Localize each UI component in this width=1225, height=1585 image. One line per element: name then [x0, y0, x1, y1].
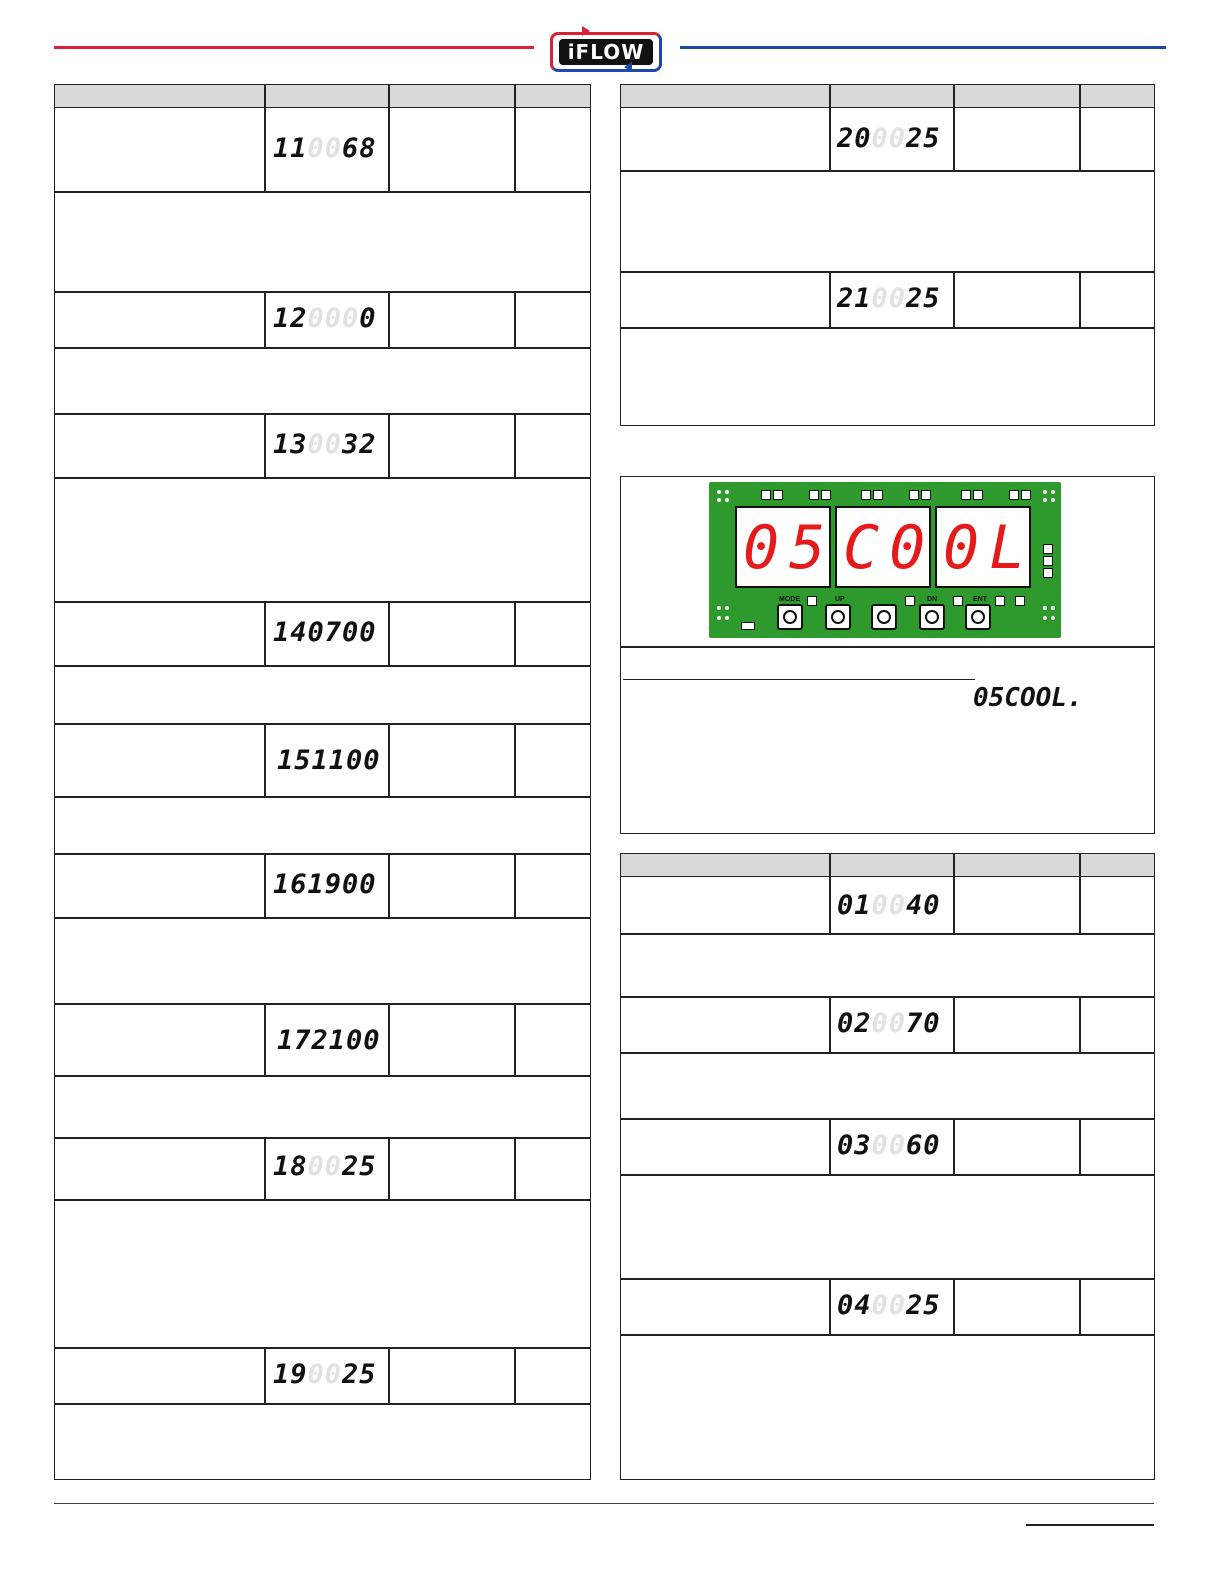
lcd-readout: 010040	[837, 890, 941, 921]
dn-button	[919, 604, 945, 630]
lcd-readout: 130032	[273, 429, 377, 460]
mode-button	[777, 604, 803, 630]
logo-text: iFLOW	[559, 39, 653, 65]
right-parameter-table-bottom	[620, 853, 1155, 1480]
lcd-readout: 140700	[273, 617, 377, 648]
lcd-readout: 120000	[273, 303, 377, 334]
board-button	[871, 604, 897, 630]
seven-segment-display-1: 05	[735, 506, 831, 588]
up-button	[825, 604, 851, 630]
caption-underline	[623, 679, 975, 680]
table-header-row	[621, 85, 1154, 108]
dn-label: DN	[927, 596, 938, 603]
header-rule-red	[54, 46, 534, 49]
lcd-readout: 020070	[837, 1008, 941, 1039]
up-label: UP	[835, 596, 845, 603]
right-parameter-table-top	[620, 84, 1155, 426]
caption-lcd: 05COOL.	[973, 683, 1083, 713]
footer-short-rule	[1026, 1524, 1154, 1526]
lcd-readout: 040025	[837, 1290, 941, 1321]
ent-button	[965, 604, 991, 630]
seven-segment-display-2: C0	[835, 506, 931, 588]
logo-arrow-left-icon	[624, 62, 632, 72]
seven-segment-display-3: 0L	[935, 506, 1031, 588]
lcd-readout: 172100	[277, 1025, 381, 1056]
lcd-readout: 161900	[273, 869, 377, 900]
lcd-readout: 030060	[837, 1130, 941, 1161]
lcd-readout: 210025	[837, 283, 941, 314]
header-rule-blue	[680, 46, 1166, 49]
lcd-readout: 151100	[277, 745, 381, 776]
table-header-row	[621, 854, 1154, 877]
control-board-illustration	[709, 482, 1061, 638]
left-parameter-table	[54, 84, 591, 1480]
iflow-logo	[542, 26, 666, 72]
lcd-readout: 180025	[273, 1151, 377, 1182]
lcd-readout: 200025	[837, 123, 941, 154]
footer-rule	[54, 1503, 1154, 1504]
lcd-readout: 110068	[273, 133, 377, 164]
logo-arrow-right-icon	[582, 26, 590, 36]
table-header-row	[55, 85, 590, 108]
mode-label: MODE	[779, 596, 800, 603]
ent-label: ENT	[973, 596, 987, 603]
lcd-readout: 190025	[273, 1359, 377, 1390]
